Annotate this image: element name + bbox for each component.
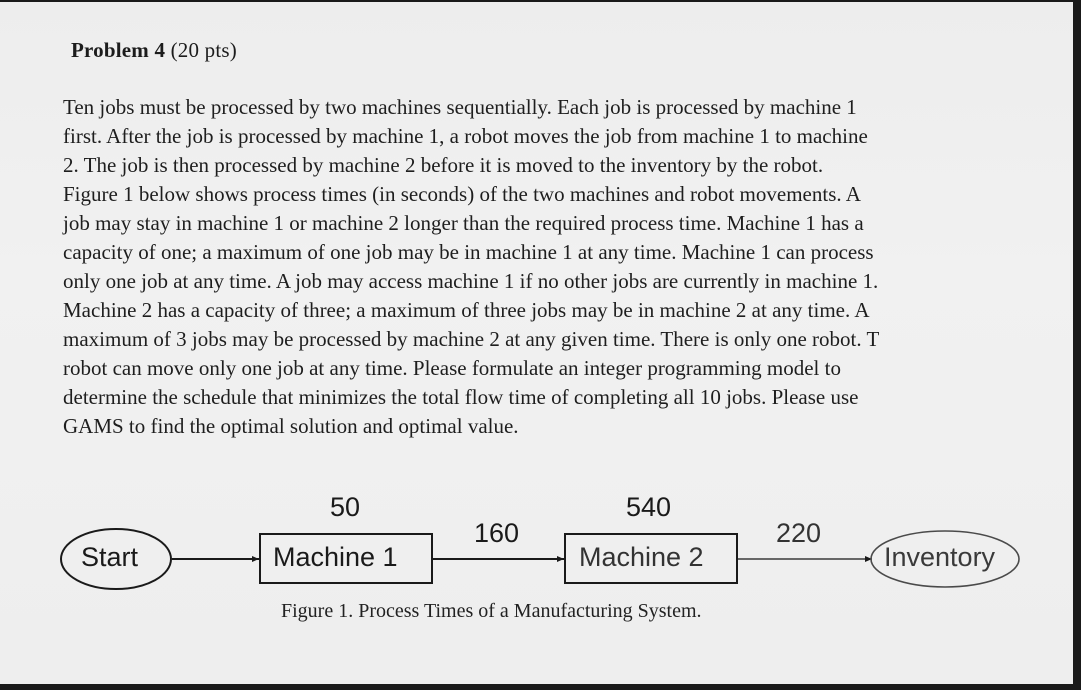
document-page [0,2,1073,684]
statement-line: job may stay in machine 1 or machine 2 longer than the required process time. Machine 1 has a [63,211,864,235]
machine1-label: Machine 1 [273,542,398,572]
figure-caption: Figure 1. Process Times of a Manufacturing System. [281,600,702,622]
inventory-label: Inventory [884,542,996,572]
problem-heading: Problem 4 [71,38,166,62]
statement-line: determine the schedule that minimizes the total flow time of completing all 10 jobs. Please use [63,385,859,409]
machine2-label: Machine 2 [579,542,704,572]
problem-points: (20 pts) [170,38,237,62]
statement-line: only one job at any time. A job may access machine 1 if no other jobs are currently in machine 1. [63,269,879,293]
statement-line: Figure 1 below shows process times (in seconds) of the two machines and robot movements. A [63,182,861,206]
robot-move1-time: 160 [474,518,520,548]
start-label: Start [81,542,139,572]
statement-line: GAMS to find the optimal solution and optimal value. [63,414,519,438]
problem-title [71,38,237,63]
statement-line: first. After the job is processed by machine 1, a robot moves the job from machine 1 to machine [63,124,868,148]
statement-line: maximum of 3 jobs may be processed by machine 2 at any given time. There is only one robot. T [63,327,880,351]
machine1-time: 50 [330,492,361,522]
statement-line: 2. The job is then processed by machine 2 before it is moved to the inventory by the robot. [63,153,824,177]
problem-statement [63,93,1043,441]
statement-line: robot can move only one job at any time. Please formulate an integer programming model to [63,356,841,380]
machine2-time: 540 [626,492,672,522]
statement-line: Machine 2 has a capacity of three; a maximum of three jobs may be in machine 2 at any time. A [63,298,870,322]
robot-move2-time: 220 [776,518,822,548]
statement-line: capacity of one; a maximum of one job may be in machine 1 at any time. Machine 1 can process [63,240,874,264]
statement-line: Ten jobs must be processed by two machines sequentially. Each job is processed by machine 1 [63,95,857,119]
